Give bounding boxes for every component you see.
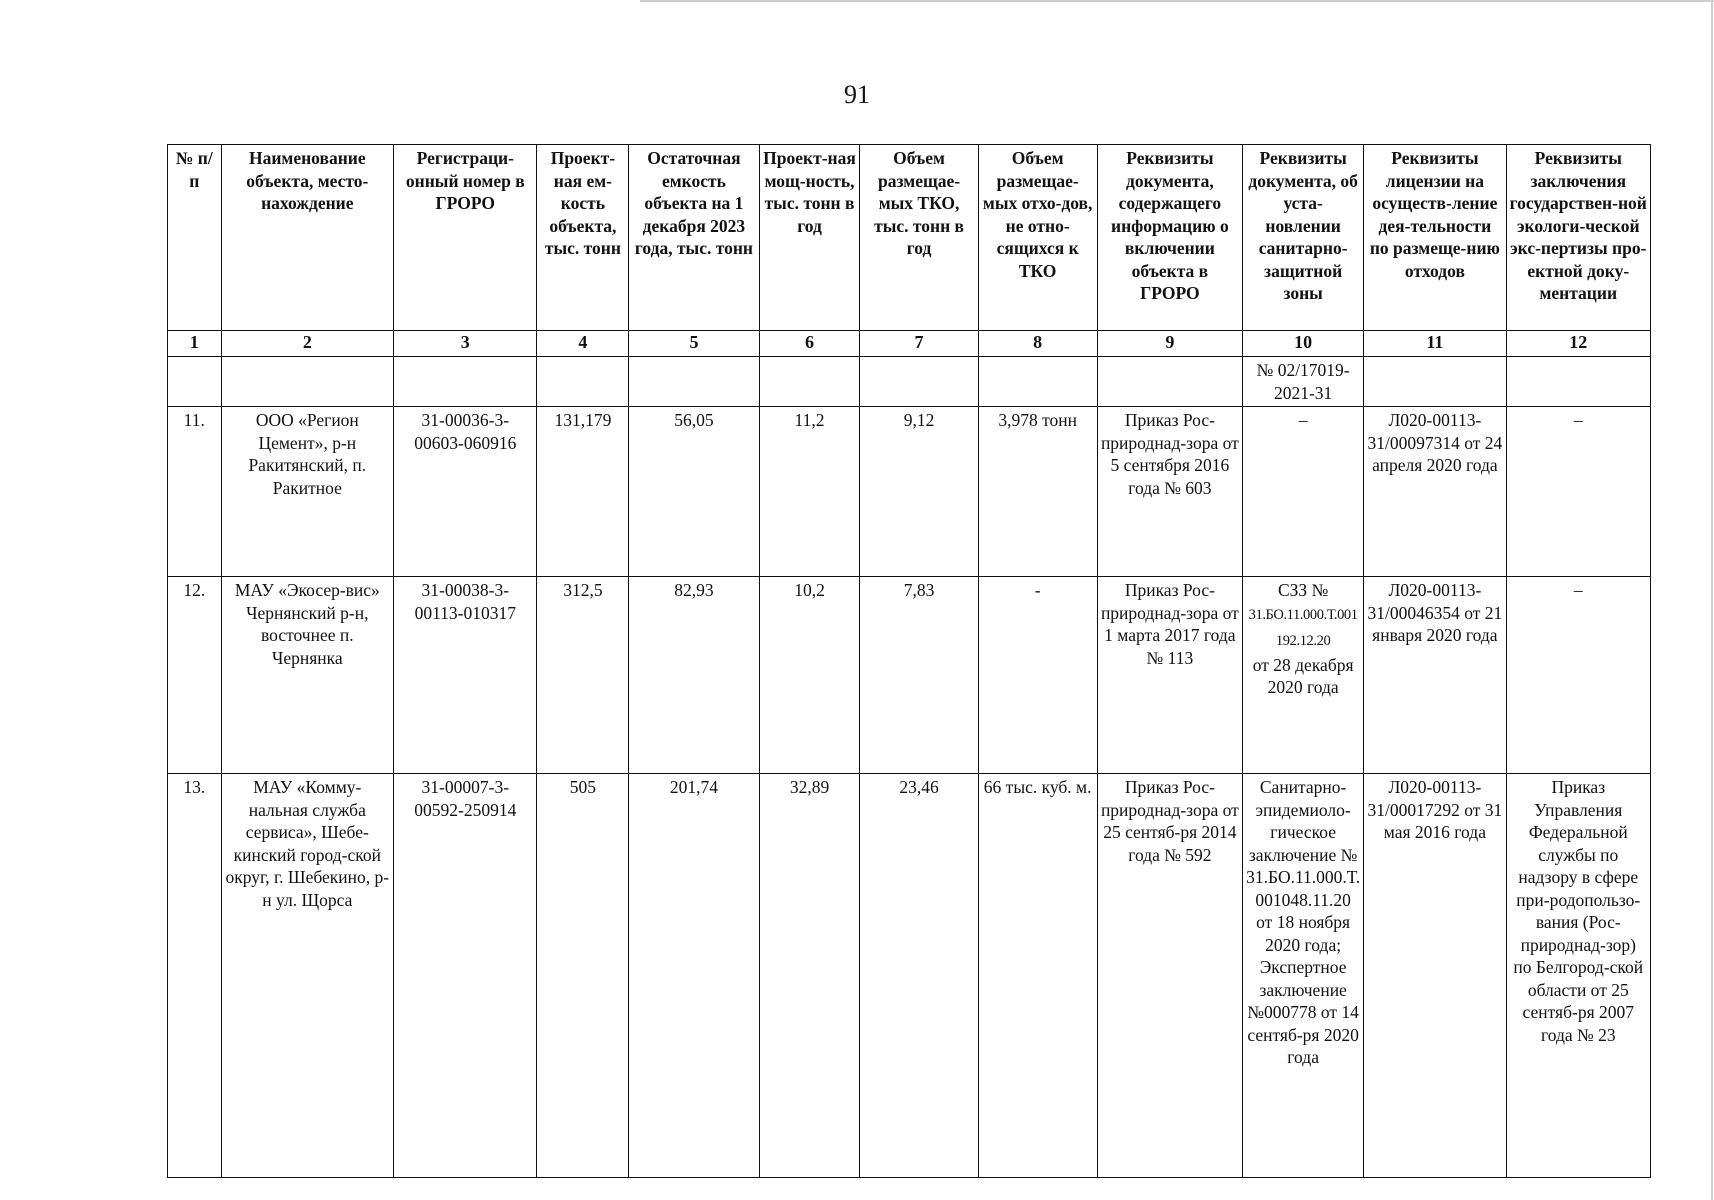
design-power: 10,2: [759, 577, 860, 774]
row-number: 11.: [168, 407, 222, 577]
table-cell: [168, 357, 222, 407]
facility-name: ООО «Регион Цемент», р-н Ракитянский, п. Ракитное: [221, 407, 394, 577]
non-tko-volume: -: [978, 577, 1097, 774]
registration-number: 31-00036-3-00603-060916: [394, 407, 537, 577]
design-capacity: 131,179: [537, 407, 629, 577]
column-number: 4: [537, 331, 629, 357]
expertise: –: [1506, 407, 1650, 577]
scan-edge-right: [1711, 0, 1713, 1200]
row-number: 13.: [168, 774, 222, 1178]
table-cell: [537, 357, 629, 407]
column-number: 1: [168, 331, 222, 357]
page-number: 91: [844, 80, 870, 109]
expertise: Приказ Управления Федеральной службы по надзору в сфере при-родопользо-вания (Рос-природнад-зор) по Белгород-ской области от 25 сентяб-ря 2007 года № 23: [1506, 774, 1650, 1178]
non-tko-volume: 3,978 тонн: [978, 407, 1097, 577]
header-cell: Реквизиты заключения государствен-ной экологи-ческой экс-пертизы про-ектной доку-ментации: [1506, 145, 1650, 331]
column-number: 9: [1097, 331, 1242, 357]
column-number: 11: [1364, 331, 1506, 357]
column-number: 5: [629, 331, 759, 357]
registration-number: 31-00038-3-00113-010317: [394, 577, 537, 774]
scan-edge-top: [640, 0, 1714, 2]
table-cell: [1506, 357, 1650, 407]
table-row: [168, 407, 1651, 577]
design-capacity: 312,5: [537, 577, 629, 774]
header-cell: Реквизиты документа, об уста-новлении санитарно-защитной зоны: [1243, 145, 1364, 331]
zone-doc-cell: № 02/17019-2021-31: [1243, 357, 1364, 407]
table-cell: [629, 357, 759, 407]
header-cell: Наименование объекта, место-нахождение: [221, 145, 394, 331]
continuation-row: [168, 357, 1651, 407]
zone-document-title: СЗЗ №: [1277, 580, 1329, 600]
tko-volume: 23,46: [860, 774, 978, 1178]
zone-document-date: от 28 декабря 2020 года: [1252, 654, 1354, 697]
header-cell: Регистраци-онный номер в ГРОРО: [394, 145, 537, 331]
groro-document: Приказ Рос-природнад-зора от 5 сентября 2016 года № 603: [1097, 407, 1242, 577]
zone-document-number: 31.БО.11.000.Т.001192.12.20: [1248, 606, 1358, 649]
column-number-row: [168, 331, 1651, 357]
license: Л020-00113-31/00097314 от 24 апреля 2020 года: [1364, 407, 1506, 577]
design-power: 11,2: [759, 407, 860, 577]
header-cell: Реквизиты документа, содержащего информацию о включении объекта в ГРОРО: [1097, 145, 1242, 331]
registration-number: 31-00007-3-00592-250914: [394, 774, 537, 1178]
table-cell: [978, 357, 1097, 407]
header-cell: Объем размещае-мых ТКО, тыс. тонн в год: [860, 145, 978, 331]
facility-name: МАУ «Экосер-вис» Чернянский р-н, восточнее п. Чернянка: [221, 577, 394, 774]
table-row: [168, 577, 1651, 774]
header-cell: Проект-ная ем-кость объекта, тыс. тонн: [537, 145, 629, 331]
residual-capacity: 201,74: [629, 774, 759, 1178]
zone-document: –: [1243, 407, 1364, 577]
license: Л020-00113-31/00046354 от 21 января 2020 года: [1364, 577, 1506, 774]
zone-document: [1243, 577, 1364, 774]
column-number: 7: [860, 331, 978, 357]
groro-document: Приказ Рос-природнад-зора от 1 марта 2017 года № 113: [1097, 577, 1242, 774]
header-cell: № п/п: [168, 145, 222, 331]
table-cell: [759, 357, 860, 407]
tko-volume: 9,12: [860, 407, 978, 577]
design-power: 32,89: [759, 774, 860, 1178]
column-number: 6: [759, 331, 860, 357]
header-cell: Объем размещае-мых отхо-дов, не отно-сящихся к ТКО: [978, 145, 1097, 331]
facility-name: МАУ «Комму-нальная служба сервиса», Шебе-кинский город-ской округ, г. Шебекино, р-н ул. Щорса: [221, 774, 394, 1178]
table-cell: [860, 357, 978, 407]
tko-volume: 7,83: [860, 577, 978, 774]
residual-capacity: 56,05: [629, 407, 759, 577]
table-cell: [1097, 357, 1242, 407]
residual-capacity: 82,93: [629, 577, 759, 774]
header-cell: Реквизиты лицензии на осуществ-ление дея-тельности по размеще-нию отходов: [1364, 145, 1506, 331]
column-number: 12: [1506, 331, 1650, 357]
table-cell: [221, 357, 394, 407]
column-number: 8: [978, 331, 1097, 357]
non-tko-volume: 66 тыс. куб. м.: [978, 774, 1097, 1178]
header-row: [168, 145, 1651, 331]
column-number: 10: [1243, 331, 1364, 357]
waste-facilities-table: [167, 144, 1651, 1178]
table-cell: [394, 357, 537, 407]
row-number: 12.: [168, 577, 222, 774]
groro-document: Приказ Рос-природнад-зора от 25 сентяб-ря 2014 года № 592: [1097, 774, 1242, 1178]
table-cell: [1364, 357, 1506, 407]
table-row: [168, 774, 1651, 1178]
zone-document: Санитарно-эпидемиоло-гическое заключение № 31.БО.11.000.Т.001048.11.20 от 18 ноября 2020 года; Экспертное заключение №000778 от 14 сентяб-ря 2020 года: [1243, 774, 1364, 1178]
header-cell: Остаточная емкость объекта на 1 декабря 2023 года, тыс. тонн: [629, 145, 759, 331]
license: Л020-00113-31/00017292 от 31 мая 2016 года: [1364, 774, 1506, 1178]
header-cell: Проект-ная мощ-ность, тыс. тонн в год: [759, 145, 860, 331]
design-capacity: 505: [537, 774, 629, 1178]
column-number: 2: [221, 331, 394, 357]
column-number: 3: [394, 331, 537, 357]
expertise: –: [1506, 577, 1650, 774]
